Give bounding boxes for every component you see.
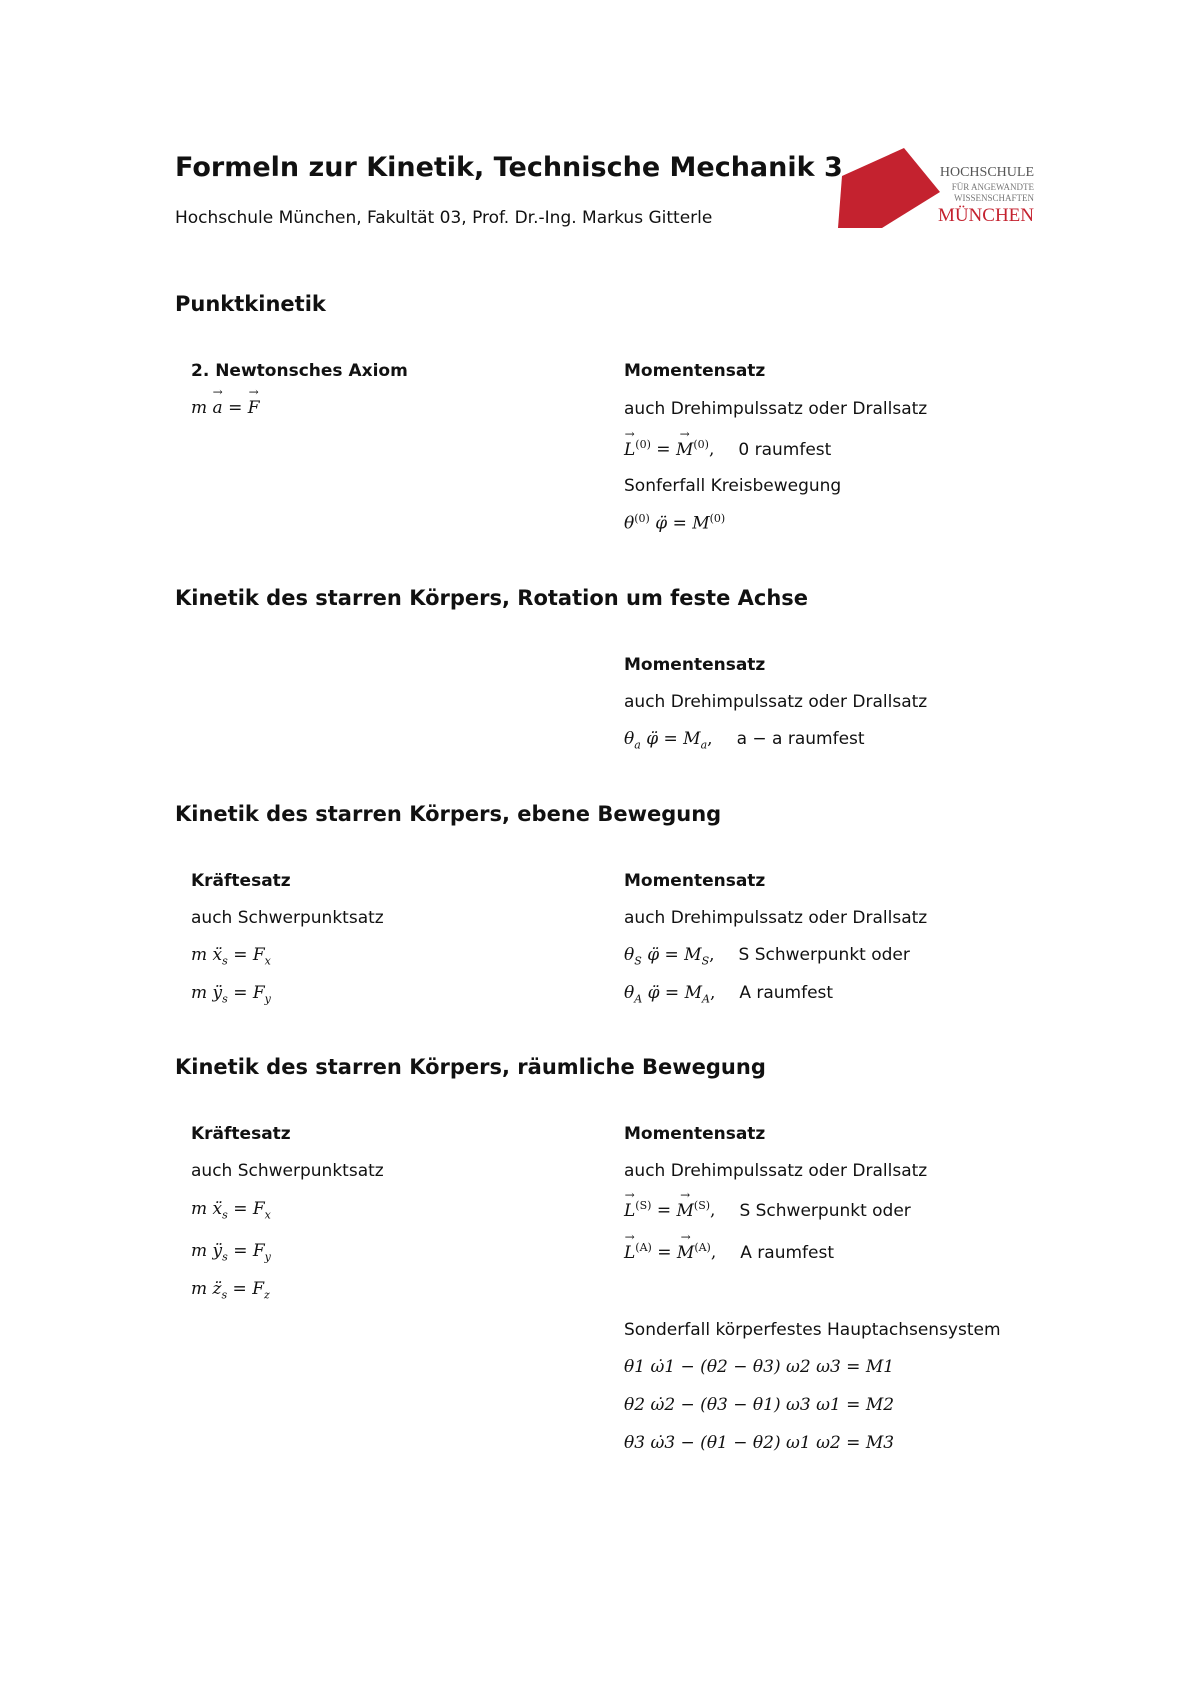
university-logo bbox=[838, 146, 1044, 230]
momentensatz-heading: Momentensatz bbox=[624, 871, 766, 891]
momentensatz-heading: Momentensatz bbox=[624, 655, 766, 675]
section-title-ebene: Kinetik des starren Körpers, ebene Bewegung bbox=[175, 802, 722, 826]
section-title-raum: Kinetik des starren Körpers, räumliche Bewegung bbox=[175, 1055, 766, 1079]
note-schwerpunkt: S Schwerpunkt oder bbox=[738, 945, 910, 965]
kraeftesatz-heading: Kräftesatz bbox=[191, 1124, 291, 1144]
formula-circle: $\theta^{(0)}$ φ̈ = $M^{(0)}$ bbox=[624, 512, 726, 534]
note-raumfest: A raumfest bbox=[740, 1242, 834, 1263]
note-raumfest: A raumfest bbox=[739, 983, 834, 1003]
formula-ls: → $L^{(S)}$ = → $M^{(S)}$, S Schwerpunkt oder bbox=[624, 1199, 911, 1221]
formula-euler-1: θ1 ω̇1 − (θ2 − θ3) ω2 ω3 = M1 bbox=[624, 1357, 895, 1377]
page-title: Formeln zur Kinetik, Technische Mechanik 3 bbox=[175, 152, 843, 183]
special-case-axes: Sonderfall körperfestes Hauptachsensystem bbox=[624, 1320, 1001, 1340]
formula-fy: m $ÿ_s = F_y$ bbox=[191, 983, 271, 1006]
logo-line2: FÜR ANGEWANDTE bbox=[951, 182, 1034, 192]
logo-shape bbox=[838, 148, 940, 228]
formula-fy: m $ÿ_s = F_y$ bbox=[191, 1241, 271, 1264]
section-title-punktkinetik: Punktkinetik bbox=[175, 292, 326, 316]
formula-drallsatz-0: → $L^{(0)}$ = → $M^{(0)}$, 0 raumfest bbox=[624, 438, 831, 460]
formula-rotation: $\theta_a$ φ̈ = $M_a$, a − a raumfest bbox=[624, 729, 865, 752]
formula-euler-3: θ3 ω̇3 − (θ1 − θ2) ω1 ω2 = M3 bbox=[624, 1433, 895, 1453]
schwerpunkt-subtitle: auch Schwerpunktsatz bbox=[191, 1161, 384, 1181]
formula-ma: $\theta_A$ φ̈ = $M_A$, A raumfest bbox=[624, 983, 834, 1006]
logo-line1: HOCHSCHULE bbox=[939, 165, 1034, 180]
logo-line4: MÜNCHEN bbox=[937, 205, 1034, 226]
formula-newton: m → a = → F bbox=[191, 398, 260, 418]
note-schwerpunkt: S Schwerpunkt oder bbox=[739, 1200, 911, 1221]
drall-subtitle: auch Drehimpulssatz oder Drallsatz bbox=[624, 399, 928, 419]
special-case-circle: Sonferfall Kreisbewegung bbox=[624, 476, 842, 496]
drall-subtitle: auch Drehimpulssatz oder Drallsatz bbox=[624, 692, 928, 712]
section-title-rotation: Kinetik des starren Körpers, Rotation um feste Achse bbox=[175, 586, 809, 610]
newton-axiom-heading: 2. Newtonsches Axiom bbox=[191, 361, 408, 381]
formula-fx: m ẍ$_s$ = $F_x$ bbox=[191, 1199, 271, 1222]
formula-ms: $\theta_S$ φ̈ = $M_S$, S Schwerpunkt oder bbox=[624, 945, 910, 968]
momentensatz-heading: Momentensatz bbox=[624, 361, 766, 381]
drall-subtitle: auch Drehimpulssatz oder Drallsatz bbox=[624, 1161, 928, 1181]
drall-subtitle: auch Drehimpulssatz oder Drallsatz bbox=[624, 908, 928, 928]
formula-fx: m ẍ$_s$ = $F_x$ bbox=[191, 945, 271, 968]
page-subtitle: Hochschule München, Fakultät 03, Prof. Dr.-Ing. Markus Gitterle bbox=[175, 208, 713, 228]
note-raumfest: 0 raumfest bbox=[738, 439, 832, 460]
formula-la: → $L^{(A)}$ = → $M^{(A)}$, A raumfest bbox=[624, 1241, 834, 1263]
schwerpunkt-subtitle: auch Schwerpunktsatz bbox=[191, 908, 384, 928]
momentensatz-heading: Momentensatz bbox=[624, 1124, 766, 1144]
kraeftesatz-heading: Kräftesatz bbox=[191, 871, 291, 891]
note-axis: a − a raumfest bbox=[736, 729, 865, 749]
logo-line3: WISSENSCHAFTEN bbox=[953, 193, 1034, 203]
formula-euler-2: θ2 ω̇2 − (θ3 − θ1) ω3 ω1 = M2 bbox=[624, 1395, 895, 1415]
formula-fz: m $z̈_s = F_z$ bbox=[191, 1279, 270, 1302]
